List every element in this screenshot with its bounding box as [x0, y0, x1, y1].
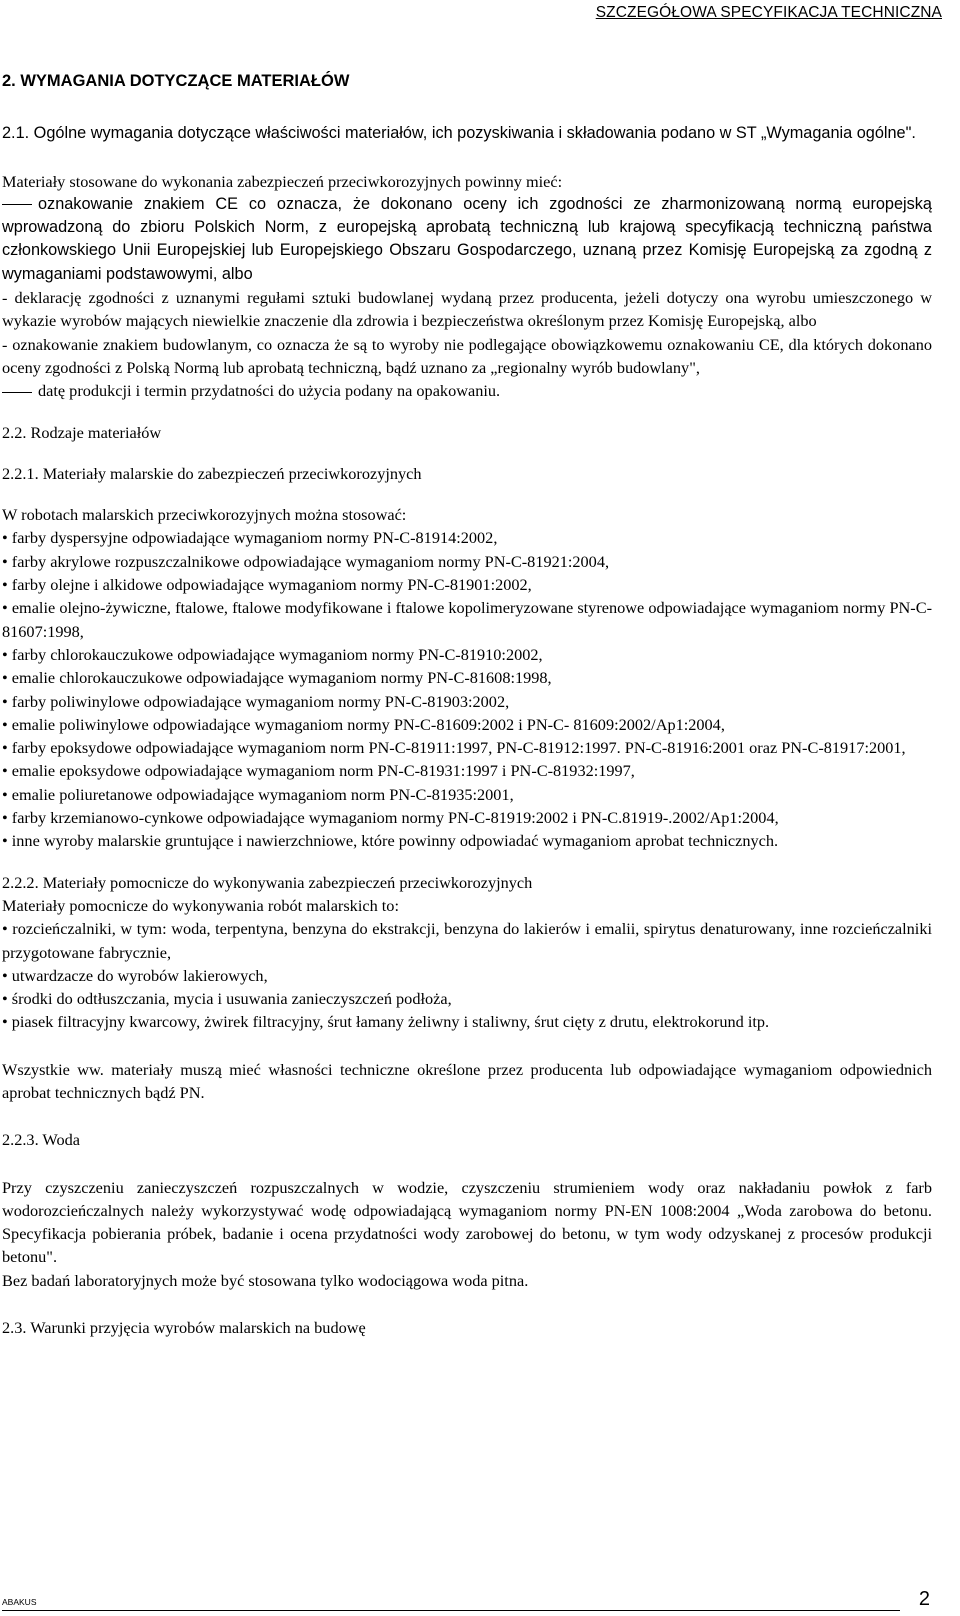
aux-intro: Materiały pomocnicze do wykonywania robót malarskich to: [2, 895, 399, 915]
list-item: • utwardzacze do wyrobów lakierowych, [2, 965, 268, 985]
document-header-title: SZCZEGÓŁOWA SPECYFIKACJA TECHNICZNA [595, 4, 942, 21]
list-item: • farby krzemianowo-cynkowe odpowiadające wymaganiom normy PN-C-81919:2002 i PN-C.81919-.2002/Ap1:2004, [2, 808, 779, 828]
document-body [2, 70, 932, 1339]
list-item: • farby poliwinylowe odpowiadające wymaganiom normy PN-C-81903:2002, [2, 691, 510, 711]
section-heading: 2. WYMAGANIA DOTYCZĄCE MATERIAŁÓW [2, 72, 350, 90]
list-item: • piasek filtracyjny kwarcowy, żwirek filtracyjny, śrut łamany żeliwny i staliwny, śrut cięty z drutu, elektrokorund itp. [2, 1012, 770, 1032]
list-item: • środki do odtłuszczania, mycia i usuwania zanieczyszczeń podłoża, [2, 989, 452, 1009]
materials-ce-text: oznakowanie znakiem CE co oznacza, że dokonano oceny ich zgodności ze zharmonizowaną normą europejską wprowadzoną do zbioru Polskich Norm, z europejską aprobatą techniczną lub krajową specyfikacją techniczną państwa członkowskiego Unii Europejskiej lub Europejskiego Obszaru Gospodarczego, uznaną przez Komisję Europejską za zgodną z wymaganiami podstawowymi, albo [2, 194, 932, 283]
water-note: Bez badań laboratoryjnych może być stosowana tylko wodociągowa woda pitna. [2, 1270, 529, 1290]
list-item: • inne wyroby malarskie gruntujące i nawierzchniowe, które powinny odpowiadać wymaganiom aprobat technicznych. [2, 831, 779, 851]
materials-date [2, 379, 932, 402]
list-item: • farby olejne i alkidowe odpowiadające wymaganiom normy PN-C-81901:2002, [2, 575, 532, 595]
all-materials-paragraph: Wszystkie ww. materiały muszą mieć własności techniczne określone przez producenta lub odpowiadające wymaganiom odpowiednich aprobat technicznych bądź PN. [2, 1059, 932, 1102]
heading-2-2-1: 2.2.1. Materiały malarskie do zabezpieczeń przeciwkorozyjnych [2, 463, 422, 483]
materials-date-text: datę produkcji i termin przydatności do użycia podany na opakowaniu. [38, 381, 501, 401]
paragraph-2-1: 2.1. Ogólne wymagania dotyczące właściwości materiałów, ich pozyskiwania i składowania podano w ST „Wymagania ogólne". [2, 124, 916, 143]
materials-marking: - oznakowanie znakiem budowlanym, co oznacza że są to wyroby nie podlegające obowiązkowemu oznakowaniu CE, dla których dokonano oceny zgodności z Polską Normą lub aprobatą techniczną, bądź uznano za „regionalny wyrób budowlany", [2, 334, 932, 377]
heading-2-3: 2.3. Warunki przyjęcia wyrobów malarskich na budowę [2, 1318, 366, 1338]
materials-intro: Materiały stosowane do wykonania zabezpieczeń przeciwkorozyjnych powinny mieć: [2, 171, 563, 191]
heading-2-2: 2.2. Rodzaje materiałów [2, 422, 162, 442]
dash-icon [2, 392, 32, 393]
list-item: • emalie poliwinylowe odpowiadające wymaganiom normy PN-C-81609:2002 i PN-C- 81609:2002/Ap1:2004, [2, 714, 725, 734]
list-item: • farby dyspersyjne odpowiadające wymaganiom normy PN-C-81914:2002, [2, 528, 498, 548]
list-item: • emalie chlorokauczukowe odpowiadające wymaganiom normy PN-C-81608:1998, [2, 668, 552, 688]
dash-icon [2, 204, 32, 205]
list-item: • emalie epoksydowe odpowiadające wymaganiom norm PN-C-81931:1997 i PN-C-81932:1997, [2, 761, 635, 781]
materials-ce [2, 193, 932, 286]
footer-company: ABAKUS [2, 1597, 37, 1607]
list-item: • farby epoksydowe odpowiadające wymaganiom norm PN-C-81911:1997, PN-C-81912:1997. PN-C-81916:2001 oraz PN-C-81917:2001, [2, 738, 906, 758]
materials-declaration: - deklarację zgodności z uznanymi regułami sztuki budowlanej wydaną przez producenta, jeżeli dotyczy ona wyrobu umieszczonego w wykazie wyrobów mających niewielkie znaczenie dla zdrowia i bezpieczeństwa określonym przez Komisję Europejską, albo [2, 288, 932, 331]
list-item: • emalie poliuretanowe odpowiadające wymaganiom norm PN-C-81935:2001, [2, 784, 514, 804]
heading-2-2-2: 2.2.2. Materiały pomocnicze do wykonywania zabezpieczeń przeciwkorozyjnych [2, 872, 533, 892]
heading-2-2-3: 2.2.3. Woda [2, 1130, 80, 1150]
list-item: • farby akrylowe rozpuszczalnikowe odpowiadające wymaganiom normy PN-C-81921:2004, [2, 551, 610, 571]
list-item: • farby chlorokauczukowe odpowiadające wymaganiom normy PN-C-81910:2002, [2, 644, 543, 664]
list-item: • rozcieńczalniki, w tym: woda, terpentyna, benzyna do ekstrakcji, benzyna do lakierów i emalii, spirytus denaturowany, inne rozcieńczalniki przygotowane fabrycznie, [2, 919, 932, 962]
footer-divider [2, 1610, 900, 1611]
page-number: 2 [918, 1588, 930, 1610]
water-paragraph: Przy czyszczeniu zanieczyszczeń rozpuszczalnych w wodzie, czyszczeniu strumieniem wody oraz nakładaniu powłok z farb wodorozcieńczalnych należy wykorzystywać wodę odpowiadającą wymaganiom normy PN-EN 1008:2004 „Woda zarobowa do betonu. Specyfikacja pobierania próbek, badanie i ocena przydatności wody zarobowej do betonu, w tym wody odzyskanej z procesów produkcji betonu". [2, 1177, 932, 1267]
list-item: • emalie olejno-żywiczne, ftalowe, ftalowe modyfikowane i ftalowe kopolimeryzowane styrenowe odpowiadające wymaganiom normy PN-C-81607:1998, [2, 598, 932, 641]
paints-intro: W robotach malarskich przeciwkorozyjnych można stosować: [2, 505, 407, 525]
